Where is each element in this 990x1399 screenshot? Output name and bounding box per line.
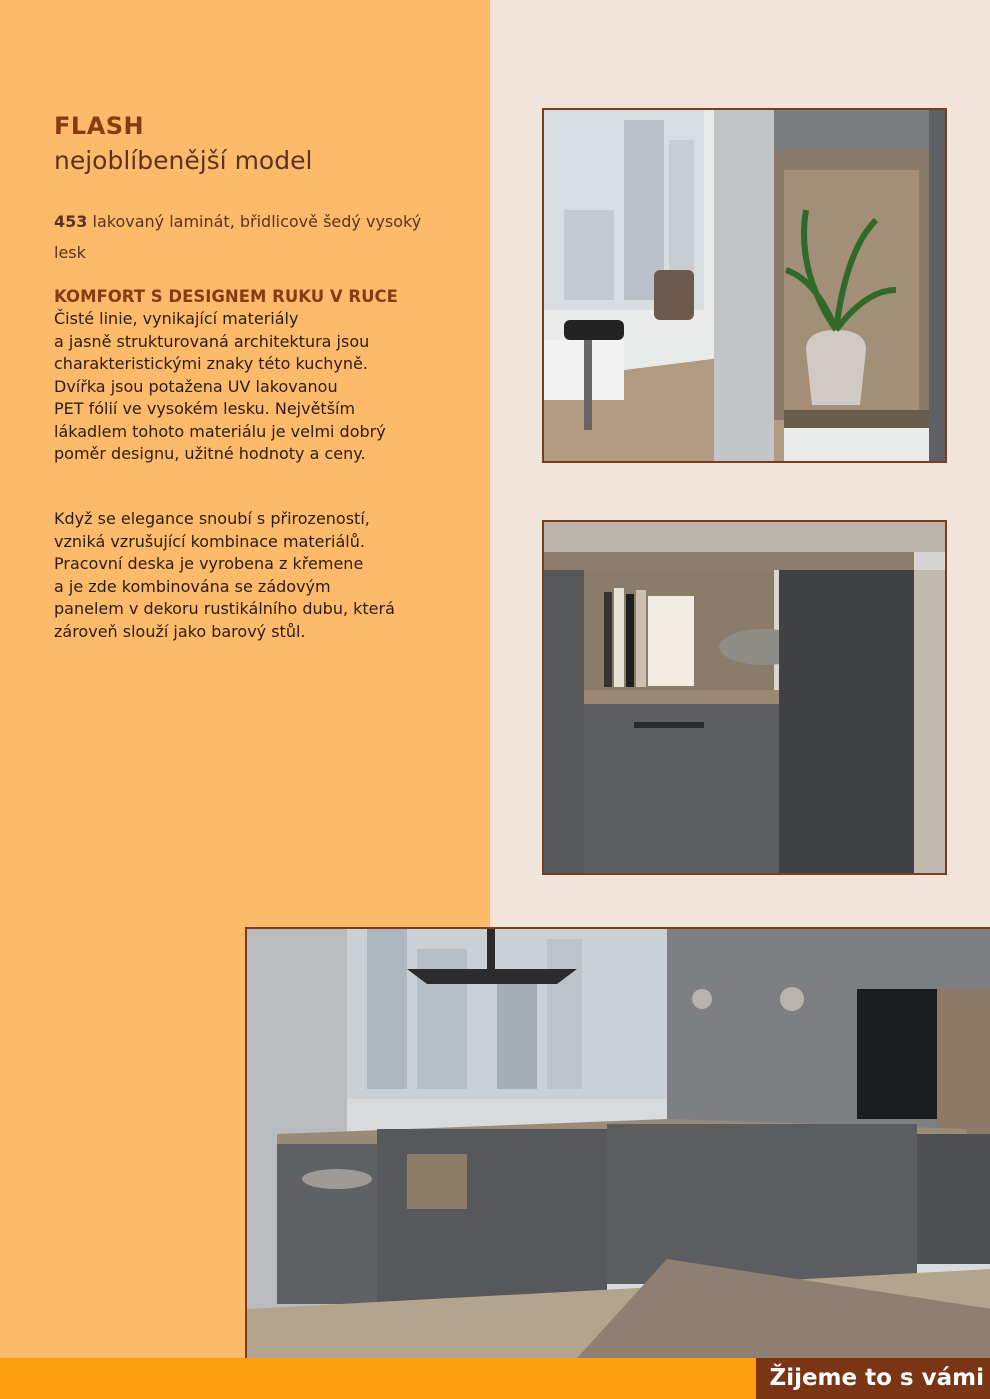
page-title: FLASH [54,112,145,140]
paragraph-2: Když se elegance snoubí s přirozeností, vzniká vzrušující kombinace materiálů. Pracovní deska je vyrobena z křemene a je zde kombinována se zádovým panelem v dekoru rustikálního dubu, která zároveň slouží jako barový stůl. [54,509,395,641]
spec-code: 453 [54,212,88,231]
section-heading: KOMFORT S DESIGNEM RUKU V RUCE [54,287,398,306]
photo-full-kitchen [245,927,990,1360]
spec-description: lakovaný laminát, břidlicově šedý vysoký lesk [54,212,422,262]
page-subtitle: nejoblíbenější model [54,146,313,175]
paragraph-1: Čisté linie, vynikající materiály a jasně strukturovaná architektura jsou charakteristickými znaky této kuchyně. Dvířka jsou potažena UV lakovanou PET fólií ve vysokém lesku. Největším lákadlem tohoto materiálu je velmi dobrý poměr designu, užitné hodnoty a ceny. [54,309,386,463]
photo-tall-units-plant [542,108,947,463]
footer-tagline: Žijeme to s vámi [756,1358,990,1399]
photo-island-books [542,520,947,875]
spec-text [54,206,434,268]
